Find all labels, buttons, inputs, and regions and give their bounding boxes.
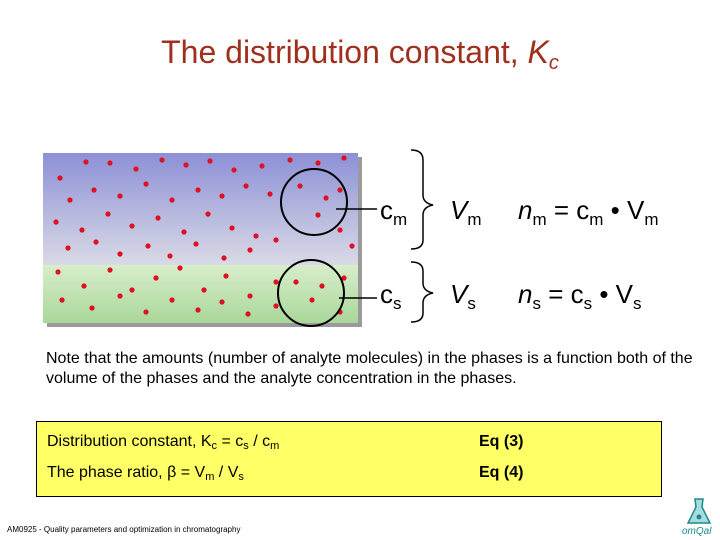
- distribution-constant-definition: Distribution constant, $K_c = c_s / c_m$: [47, 433, 280, 452]
- page-title: The distribution constant, $K_c$: [161, 34, 559, 74]
- molecule-dot: [117, 251, 122, 256]
- molecule-dot: [245, 311, 250, 316]
- molecule-dot: [57, 175, 62, 180]
- molecule-dot: [195, 187, 200, 192]
- molecule-dot: [89, 305, 94, 310]
- top-brace: [411, 150, 433, 249]
- molecule-dot: [59, 297, 64, 302]
- molecule-dot: [169, 297, 174, 302]
- molecule-dot: [219, 299, 224, 304]
- molecule-dot: [349, 243, 354, 248]
- molecule-dot: [253, 233, 258, 238]
- molecule-dot: [129, 223, 134, 228]
- footer-text: AM0925 - Quality parameters and optimization in chromatography: [7, 525, 241, 534]
- molecule-dot: [273, 237, 278, 242]
- molecule-dot: [105, 211, 110, 216]
- molecule-dot: [337, 187, 342, 192]
- equation-box: [36, 421, 662, 497]
- molecule-dot: [169, 197, 174, 202]
- molecule-dot: [315, 160, 320, 165]
- molecule-dot: [273, 303, 278, 308]
- molecule-dot: [65, 245, 70, 250]
- molecule-dot: [129, 287, 134, 292]
- molecule-dot: [159, 157, 164, 162]
- molecule-dot: [93, 239, 98, 244]
- molecule-dot: [133, 166, 138, 171]
- molecule-dot: [117, 193, 122, 198]
- molecule-dot: [79, 227, 84, 232]
- molecule-dot: [297, 183, 302, 188]
- molecule-dot: [155, 215, 160, 220]
- vm-label: $V_m$: [450, 195, 482, 229]
- molecule-dot: [143, 181, 148, 186]
- eq4-label: Eq (4): [479, 464, 524, 481]
- cs-label: $c_s$: [380, 279, 402, 313]
- molecule-dot: [107, 160, 112, 165]
- molecule-dot: [91, 187, 96, 192]
- phase-ratio-definition: The phase ratio, $\beta = V_m / V_s$: [47, 464, 244, 483]
- bottom-brace: [411, 262, 433, 322]
- flask-logo-icon: [682, 497, 718, 527]
- molecule-dot: [67, 197, 72, 202]
- molecule-dot: [219, 193, 224, 198]
- molecule-dot: [195, 307, 200, 312]
- note-text: Note that the amounts (number of analyte molecules) in the phases is a function both of the volume of the phases and the analyte concentration in the phases.: [46, 350, 693, 387]
- molecule-dot: [167, 253, 172, 258]
- molecule-dot: [315, 212, 320, 217]
- vs-label: $V_s$: [450, 279, 476, 313]
- molecule-dot: [259, 163, 264, 168]
- molecule-dot: [53, 219, 58, 224]
- molecule-dot: [309, 297, 314, 302]
- molecule-dot: [183, 162, 188, 167]
- molecule-dot: [267, 191, 272, 196]
- molecule-dot: [337, 227, 342, 232]
- molecule-dot: [229, 225, 234, 230]
- cm-label: $c_m$: [380, 195, 408, 229]
- molecule-dot: [177, 265, 182, 270]
- molecule-dot: [143, 309, 148, 314]
- molecule-dot: [207, 158, 212, 163]
- molecule-dot: [81, 283, 86, 288]
- molecule-dot: [341, 155, 346, 160]
- molecule-dot: [223, 273, 228, 278]
- molecule-dot: [247, 247, 252, 252]
- molecule-dot: [181, 229, 186, 234]
- nm-equation: $n_m = c_m$ • $V_m$: [518, 195, 659, 229]
- molecule-dot: [107, 267, 112, 272]
- molecule-dot: [243, 183, 248, 188]
- molecule-dot: [273, 279, 278, 284]
- molecule-dot: [145, 243, 150, 248]
- molecule-dot: [247, 293, 252, 298]
- molecule-dot: [55, 269, 60, 274]
- molecule-dot: [83, 159, 88, 164]
- molecule-dot: [319, 283, 324, 288]
- molecule-dot: [221, 255, 226, 260]
- molecule-dot: [117, 293, 122, 298]
- molecule-dot: [287, 157, 292, 162]
- molecule-dot: [201, 287, 206, 292]
- molecule-dot: [293, 279, 298, 284]
- logo: [682, 497, 718, 537]
- molecule-dot: [193, 241, 198, 246]
- eq3-label: Eq (3): [479, 433, 524, 450]
- molecule-dot: [205, 211, 210, 216]
- ns-equation: $n_s = c_s$ • $V_s$: [518, 279, 642, 313]
- molecule-dot: [231, 167, 236, 172]
- logo-text: omQal: [682, 526, 712, 537]
- stationary-phase: [43, 265, 358, 323]
- molecule-dot: [323, 195, 328, 200]
- molecule-dot: [153, 275, 158, 280]
